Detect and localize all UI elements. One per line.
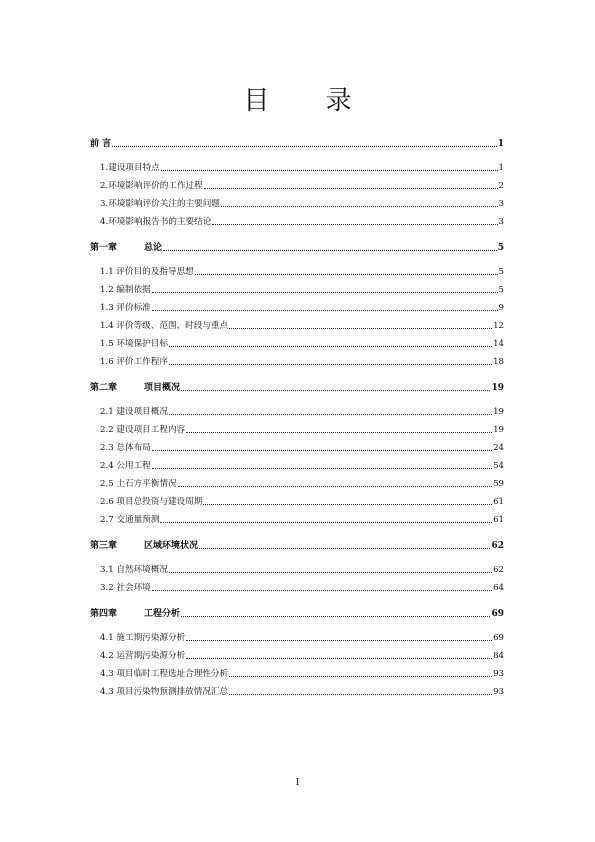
toc-entry-label: 1.6 评价工作程序 [100,357,168,367]
toc-page-number: 62 [491,541,504,551]
leader-dots [229,693,492,695]
toc-page-number: 3 [498,217,504,227]
leader-dots [169,413,492,415]
leader-dots [195,273,498,275]
toc-heading-label [90,540,198,552]
toc-entry-label: 4.1 施工期污染源分析 [100,633,186,643]
toc-entry[interactable] [90,668,504,680]
leader-dots [229,327,492,329]
toc-entry[interactable] [90,496,504,508]
leader-dots [212,223,497,225]
toc-entry[interactable] [90,216,504,228]
leader-dots [152,449,492,451]
toc-entry[interactable] [90,284,504,296]
toc-page-number: 3 [498,199,504,209]
toc-entry[interactable] [90,356,504,368]
toc-entry-label: 1.建设项目特点 [100,163,160,173]
toc-page-number: 62 [493,565,504,575]
toc-entry-label: 4.环境影响报告书的主要结论 [100,217,212,227]
chapter-number: 第四章 [90,609,118,619]
toc-page-number: 84 [493,651,504,661]
toc-entry-label: 4.3 项目污染物预测排放情况汇总 [100,687,229,697]
leader-dots [112,145,497,147]
toc-entry[interactable] [90,686,504,698]
toc-page-number: 24 [493,443,504,453]
toc-heading-chapter-2[interactable] [90,382,504,394]
toc-entry-label: 1.1 评价目的及指导思想 [100,267,194,277]
toc-entry-label: 1.3 评价标准 [100,303,151,313]
leader-dots [169,571,492,573]
leader-dots [181,615,490,617]
table-of-contents [90,138,504,698]
toc-page-number: 1 [498,163,504,173]
toc-heading-label [90,608,180,620]
leader-dots [186,657,492,659]
toc-page-number: 93 [493,669,504,679]
toc-page-number: 1 [497,139,504,149]
chapter-title: 项目概况 [144,383,181,393]
toc-entry-label: 2.5 土石方平衡情况 [100,479,177,489]
toc-entry[interactable] [90,338,504,350]
leader-dots [203,503,492,505]
toc-entry[interactable] [90,406,504,418]
toc-page-number: 69 [493,633,504,643]
toc-entry-label: 2.6 项目总投资与建设周期 [100,497,203,507]
toc-entry[interactable] [90,564,504,576]
leader-dots [204,187,498,189]
chapter-number: 第二章 [90,383,118,393]
leader-dots [181,389,490,391]
toc-entry[interactable] [90,302,504,314]
chapter-number: 第一章 [90,243,118,253]
toc-entry-label: 2.7 交通量预测 [100,515,160,525]
toc-heading-chapter-1[interactable] [90,242,504,254]
toc-entry[interactable] [90,180,504,192]
toc-page-number: 12 [493,321,504,331]
chapter-title: 工程分析 [144,609,181,619]
toc-entry[interactable] [90,632,504,644]
toc-page-number: 19 [491,383,504,393]
leader-dots [199,547,490,549]
chapter-title: 区域环境状况 [144,541,199,551]
toc-page-number: 5 [498,285,504,295]
toc-entry-label: 4.2 运营期污染源分析 [100,651,186,661]
toc-entry-label: 2.1 建设项目概况 [100,407,168,417]
toc-entry-label: 4.3 项目临时工程选址合理性分析 [100,669,229,679]
toc-entry-label: 2.环境影响评价的工作过程 [100,181,203,191]
page-title: 目 录 [243,86,376,116]
toc-page-number: 19 [493,407,504,417]
toc-entry-label: 2.3 总体布局 [100,443,151,453]
toc-page-number: 64 [493,583,504,593]
toc-entry[interactable] [90,162,504,174]
toc-entry-label: 3.2 社会环境 [100,583,151,593]
toc-entry[interactable] [90,478,504,490]
toc-entry-label: 1.5 环境保护目标 [100,339,168,349]
leader-dots [152,309,498,311]
leader-dots [169,345,492,347]
toc-page-number: 18 [493,357,504,367]
toc-heading-label [90,382,180,394]
toc-page-number: 9 [498,303,504,313]
leader-dots [152,291,498,293]
leader-dots [178,485,493,487]
leader-dots [152,467,492,469]
toc-page-number: 19 [493,425,504,435]
toc-heading-label: 前 言 [90,139,112,149]
toc-entry[interactable] [90,320,504,332]
toc-heading-chapter-4[interactable] [90,608,504,620]
leader-dots [161,169,498,171]
toc-entry[interactable] [90,514,504,526]
toc-entry-label: 1.2 编制依据 [100,285,151,295]
toc-entry[interactable] [90,460,504,472]
toc-page-number: 54 [493,461,504,471]
toc-heading-chapter-3[interactable] [90,540,504,552]
toc-page-number: 93 [493,687,504,697]
toc-page-number: 14 [493,339,504,349]
toc-entry-label: 3.环境影响评价关注的主要问题 [100,199,220,209]
leader-dots [186,431,492,433]
toc-heading-preface[interactable] [90,138,504,150]
leader-dots [229,675,492,677]
toc-page-number: 2 [498,181,504,191]
toc-entry-label: 1.4 评价等级、范围、时段与重点 [100,321,229,331]
leader-dots [169,363,492,365]
toc-entry-label: 2.4 公用工程 [100,461,151,471]
toc-page-number: 69 [491,609,504,619]
toc-entry[interactable] [90,582,504,594]
toc-heading-label [90,242,162,254]
toc-page-number: 61 [493,515,504,525]
toc-entry-label: 2.2 建设项目工程内容 [100,425,186,435]
leader-dots [160,521,492,523]
toc-entry[interactable] [90,650,504,662]
chapter-title: 总论 [144,243,163,253]
toc-page-number: 5 [498,267,504,277]
toc-entry[interactable] [90,198,504,210]
leader-dots [152,589,492,591]
toc-entry[interactable] [90,442,504,454]
leader-dots [163,249,497,251]
chapter-number: 第三章 [90,541,118,551]
toc-page-number: 5 [497,243,504,253]
leader-dots [221,205,498,207]
toc-page-number: 61 [493,497,504,507]
page-footer-number: I [295,778,300,788]
toc-page-number: 59 [493,479,504,489]
toc-entry-label: 3.1 自然环境概况 [100,565,168,575]
toc-entry[interactable] [90,424,504,436]
leader-dots [186,639,492,641]
toc-entry[interactable] [90,266,504,278]
